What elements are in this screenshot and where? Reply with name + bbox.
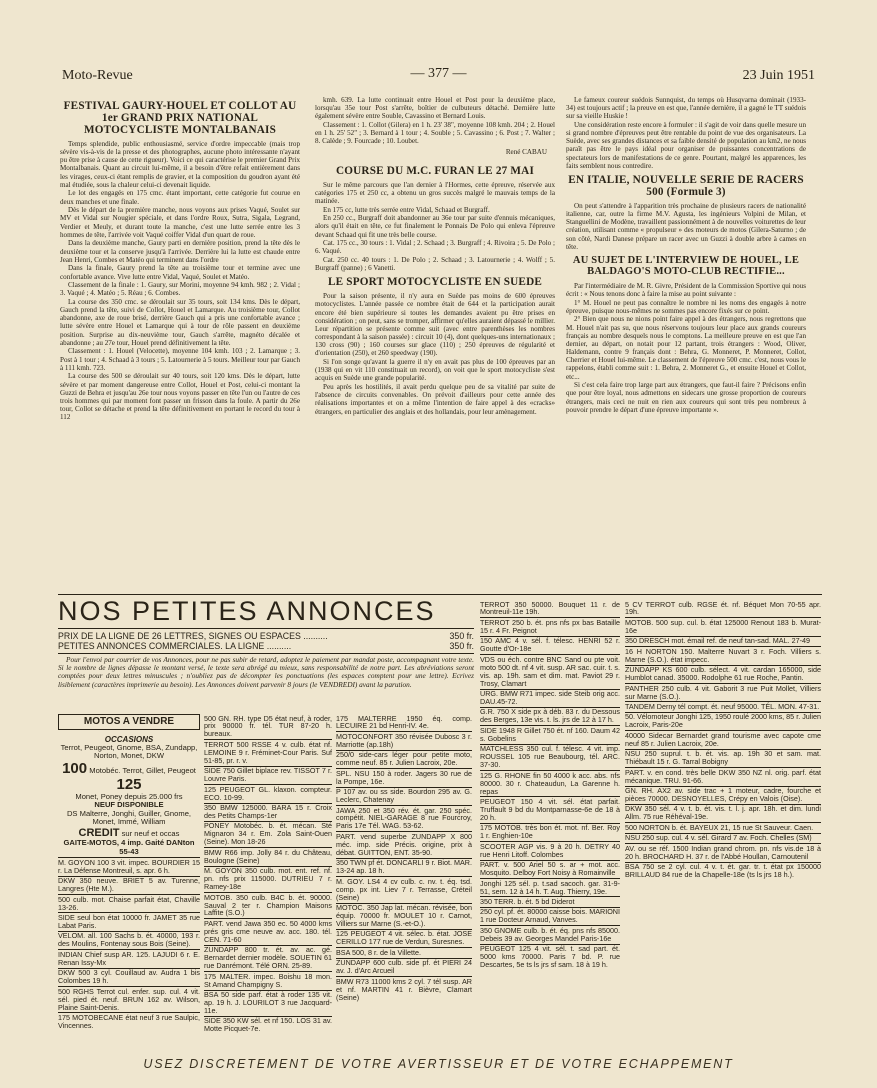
ad-entry: 350 TWN pf ét. DONCARLI 9 r. Biot. MAR. 13-24 ap. 18 h.	[336, 858, 472, 876]
ad-entry: 125 PEUGEOT GL. klaxon. compteur. ECO. 10-99.	[204, 784, 332, 802]
paragraph: La course des 500 se déroulait sur 40 tours, soit 120 kms. Dès le départ, lutte sévère et par moment dangereuse entre Collot, Houel et Post, celui-ci montant la Guzzi de Behra et jusqu'au 26e tour nous voyons passer en tête l'un ou l'autre de ces trois hommes qui par moment font passer un frisson dans la foule. A partir du 26e tour, Collot se détache et prend la tête définitivement en portant le record du tour à 112	[60, 372, 300, 422]
price-row	[58, 631, 474, 641]
headline-suede: LE SPORT MOTOCYCLISTE EN SUEDE	[327, 276, 543, 289]
ad-entry: PEUGEOT 125 4 vit. sél. t. sad part. ét. 5000 kms 70000. Paris 7 bd. P. rue Descartes, 5e ts ls jrs sf sam. 18 à 19 h.	[480, 944, 620, 970]
section-title-motos: MOTOS A VENDRE	[58, 714, 200, 730]
ad-entry: DKW 500 3 cyl. Couillaud av. Audra 1 bis Colombes 19 h.	[58, 968, 200, 986]
classifieds-column-c	[336, 714, 472, 1003]
ad-entry: DKW 350 sél. 4 v. t. b. ét. vis. t. l. j. apr. 18h. et dim. lundi Allm. 75 rue Réhéval-19e.	[625, 804, 821, 822]
price-row	[58, 641, 474, 651]
ad-entry: INDIAN Chief susp AR. 125. LAJUDI 6 r. E. Renan Issy-Mx	[58, 949, 200, 967]
issue-date: 23 Juin 1951	[742, 68, 815, 83]
paragraph: Si l'on songe qu'avant la guerre il n'y en avait pas plus de 100 épreuves par an (1938 qui en vit 110 constituait un record), on voit que le sport motocycliste s'est acquis en Suède une grande popularité.	[315, 358, 555, 383]
ad-entry: SIDE 1948 R Gillet 750 ét. nf 160. Daum 42 s. Gobelins	[480, 725, 620, 743]
article-column-1	[60, 96, 300, 422]
paragraph: Le fameux coureur suédois Sunnquist, du temps où Husqvarna dominait (1933-34) est toujours actif ; la preuve en est que, l'année dernière, il a gagné le TT suédois sur sa vieille Huskie !	[566, 96, 806, 121]
ad-entry: 500 culb. mot. Chaise parfait état, Chaville 13-26.	[58, 894, 200, 912]
classifieds-intro: Pour l'envoi par courrier de vos Annonces, pour ne pas subir de retard, adoptez le paiement par mandat poste, accompagnant votre texte. Si le nombre de lignes dépasse le montant versé, le texte sera abrégé au mieux, sans responsabilité de notre part. Les abréviations seront comptées pour deux lettres minuscules ; n'oubliez pas de décompter les ponctuations (les espaces comptent pour une lettre). Ecrivez lisiblement (caractères imprimerie au besoin). Les Annonces doivent parvenir 8 jours (le VENDREDI) avant la parution.	[58, 655, 474, 689]
ad-entry: SPL. NSU 150 à roder. Jagers 30 rue de la Pompe, 16e.	[336, 768, 472, 786]
ad-entry: DKW 350 neuve. BRIET 5 av. Turenne, Langres (Hte M.).	[58, 876, 200, 894]
paragraph: Sur le même parcours que l'an dernier à l'Hormes, cette épreuve, réservée aux catégories 175 et 250 cc, a obtenu un gros succès malgré le mauvais temps de la matinée.	[315, 180, 555, 205]
occasions-125: 125	[116, 775, 142, 793]
paragraph: En 250 cc., Burgraff doit abandonner au 36e tour par suite d'ennuis mécaniques, alors qu'il était en tête, ce fut finalement le Ponnais De Polo qui enleva l'épreuve devant Schaad qui fit une très belle course.	[315, 214, 555, 239]
ad-entry: BSA 500, 8 r. de la Villette.	[336, 948, 472, 958]
ad-entry: PEUGEOT 150 4 vit. sél. état parfait. Truffault 9 bd du Montparnasse-6e de 18 à 20 h.	[480, 796, 620, 822]
headline-italie: EN ITALIE, NOUVELLE SERIE DE RACERS 500 (Formule 3)	[568, 173, 804, 198]
paragraph: Si c'est cela faire trop large part aux étrangers, que faut-il faire ? Précisons enfin que pour être loyal, nous admettons en sidecars une grosse proportion de coureurs étrangers, mais ceci ne nuit en rien aux coureurs qui sont très peu nombreux à pouvoir prendre le départ d'une épreuve importante ».	[566, 381, 806, 414]
ad-entry: PART. vend Jawa 350 ec. 50 4000 kms prés gris cme neuve av. acc. 180. tél. CEN. 71-60	[204, 918, 332, 944]
ad-entry: MOTOC. 350 Jap lat. mécan. révisée, bon équip. 70000 fr. MOULET 10 r. Carnot, Villiers sur Marne (S.-et-O.).	[336, 903, 472, 928]
ad-entry: 500 NORTON b. ét. BAYEUX 21, 15 rue St Sauveur. Caen.	[625, 823, 821, 833]
magazine-title: Moto-Revue	[62, 68, 133, 83]
paragraph: Le lot des engagés en 175 cmc. étant important, cette catégorie fut courue en deux manches et une finale.	[60, 189, 300, 206]
ad-entry: 350 BMW 125000. BARA 15 r. Croix des Petits Champs-1er	[204, 803, 332, 820]
paragraph: On peut s'attendre à l'apparition très prochaine de plusieurs racers de nationalité italienne, car, outre la firme M.V. Agusta, les ingénieurs Volpini de Milan, et Stanguellini de Modène, travaillent passionnément à de nouvelles voiturettes de leur création, utilisant comme « propulseur » des moteurs de motos (Gilera-Saturno ; de son côté, Nardi Danese prépare un racer avec un Guzzi à double arbre à cames en tête.	[566, 201, 806, 251]
paragraph: Une considération reste encore à formuler : il s'agit de voir dans quelle mesure un si grand nombre d'épreuves peut être rentable du point de vue des organisateurs. La Suède, avec ses grandes distances et sa faible densité de population au km2, ne nous paraît pas être le pays idéal pour organiser de puissantes concentrations de spectateurs lors de manifestations de ce genre. Pourtant, malgré les apparences, les faits semblent nous contredire.	[566, 120, 806, 170]
paragraph: Cat. 175 cc., 30 tours : 1. Vidal ; 2. Schaad ; 3. Burgraff ; 4. Rivoira ; 5. De Polo ; 6. Vaqué.	[315, 239, 555, 256]
ad-entry: 350 TERR. b. ét. 5 bd Diderot	[480, 897, 620, 907]
ad-entry: AV. ou se réf. 1500 Indian grand chrom. pn. nfs vis.de 18 à 20 h. BROCHARD H. 37 r. de l'Abbé Houllan, Carnoutenil	[625, 843, 821, 861]
classifieds-column-e	[625, 600, 821, 880]
classifieds-column-d	[480, 600, 620, 970]
paragraph: Par l'intermédiaire de M. R. Givre, Président de la Commission Sportive qui nous écrit : « Nous tenons donc à faire la mise au point suivante :	[566, 281, 806, 298]
author-signature: René CABAU	[505, 148, 547, 157]
occasions-block	[58, 734, 200, 858]
occasions-125-txt: Monet, Poney depuis 25.000 frs	[75, 791, 183, 801]
ad-entry: P 107 av. ou ss side. Bourdon 295 av. G. Leclerc, Chatenay	[336, 787, 472, 805]
ad-entry: G.R. 750 X side px à déb. 83 r. du Dessous des Berges, 13e vis. t. ls. jrs de 12 à 17 h.	[480, 707, 620, 725]
paragraph: Classement : 1. Houel (Velocette), moyenne 104 kmh. 103 ; 2. Lamarque ; 3. Post à 1 tour ; 4. Schaad à 3 tours ; 5. Latournerie à 5 tours. Meilleur tour par Gauch à 111 kmh. 723.	[60, 347, 300, 372]
divider	[58, 594, 822, 595]
ad-entry: 250/0 side-cars léger pour petite moto, comme neuf. 85 r. Julien Lacroix, 20e.	[336, 750, 472, 768]
ad-entry: VELOM. all. 100 Sachs b. ét. 40000, 193 r. des Moulins, Fontenay sous Bois (Seine).	[58, 931, 200, 949]
paragraph: kmh. 639. La lutte continuait entre Houel et Post pour la deuxième place, lorsqu'au 35e tour Post s'arrête, boîtier de culbuteurs détaché. Dernière lutte également sévère entre Souble, Cavassino et Bernard Louis.	[315, 96, 555, 121]
headline-gaury: FESTIVAL GAURY-HOUEL ET COLLOT AU 1er GRAND PRIX NATIONAL MOTOCYCLISTE MONTALBANAIS	[63, 100, 297, 136]
ad-entry: M. GOYON 350 culb. mot. ent. ref. nf. pn. nfs prix 115000. DUTRIEU 7 r. Ramey-18e	[204, 866, 332, 892]
occasions-heading: OCCASIONS	[104, 734, 154, 744]
occasions-100: 100	[62, 759, 88, 777]
occasions-brands: Terrot, Peugeot, Gnome, BSA, Zundapp, Norton, Monet, DKW	[60, 742, 198, 761]
ad-entry: TANDEM Derny tél compt. ét. neuf 95000. TÉL. MON. 47-31.	[625, 701, 820, 711]
paragraph: 1° M. Houel ne peut pas connaître le nombre ni les noms des engagés à notre épreuve, puisque nous-mêmes ne sommes pas encore fixés sur ce point.	[566, 298, 806, 315]
ad-entry: TERROT 250 b. ét. pns nfs px bas Bataille 15 r. 4 Fr. Peignot	[480, 617, 620, 635]
ad-entry: 40000 Sidecar Bernardet grand tourisme avec capote cme neuf 85 r. Julien Lacroix, 20e.	[625, 730, 821, 748]
paragraph: Dans la finale, Gaury prend la tête au troisième tour et termine avec une confortable avance. Vive lutte entre Vidal, Vaqué, Soulet et Matéo.	[60, 264, 300, 281]
ad-entry: TERROT 500 RSSE 4 v. culb. état nf. LEMOINE 9 r. Fréminet-Cour Paris. Suf 51-85, pr. r. v.	[204, 739, 332, 765]
classifieds-title: NOS PETITES ANNONCES	[58, 596, 436, 626]
ad-entry: ZUNDAPP 800 tr. ét. av. ac. gé. Bernardet dernier modèle. SOUETIN 61 rue Danrémont. Télé ORN. 25-89.	[204, 945, 332, 971]
ad-entry: URG. BMW R71 impec. side Steib orig acc. DAU.45-72.	[480, 689, 620, 706]
ad-entry: BSA 750 se 2 cyl. cul. 4 v. t. ét. gar. tr. t. état px 150000 BRILLAUD 84 rue de la Chapelle-18e (ts ls jrs 18 h.).	[625, 862, 821, 880]
ad-entry: 250 cyl. pf. ét. 80000 caisse bois. MARIONI 1 rue Docteur Arnaud, Vanves.	[480, 907, 620, 925]
price-box	[58, 628, 474, 654]
ad-entry: SIDE 750 Gillet biplace rev. TISSOT 7 r. Louvre Paris.	[204, 766, 332, 784]
headline-furan: COURSE DU M.C. FURAN LE 27 MAI	[335, 164, 535, 177]
credit-word: CREDIT	[78, 827, 120, 840]
ad-entry: 175 MALTER. impec. Boishu 18 mon. St Amand Champigny S.	[204, 971, 332, 989]
ad-entry: BMW R73 11000 kms 2 cyl. 7 tél susp. AR et nf. MARTIN 41 r. Bièvre, Clamart (Seine)	[336, 976, 472, 1002]
classifieds-column-a	[58, 714, 200, 1031]
ad-entry: PART. v. en cond. très belle DKW 350 NZ nl. orig. parf. état mécanique. TRU. 91-66.	[625, 767, 821, 785]
page-footer-slogan: USEZ DISCRETEMENT DE VOTRE AVERTISSEUR ET DE VOTRE ECHAPPEMENT	[143, 1057, 734, 1071]
ad-entry: MATCHLESS 350 cul. f. télesc. 4 vit. imp. ROUSSEL 105 rue Beaubourg, tél. ARC. 37-30.	[480, 744, 620, 770]
ad-entry: BMW R66 imp. Jolly 84 r. du Château, Boulogne (Seine)	[204, 847, 332, 865]
ad-entry: M. GOYON 100 3 vit. impec. BOURDIER 15 r. La Défense Montreuil, s. apr. 6 h.	[58, 857, 200, 875]
ad-entry: M. GOY. LS4 4 cv culb. c. nv. t. éq. tsd. comp. px int. Liev 7 r. Terrasse, Créteil (Seine)	[336, 876, 472, 902]
ad-entry: PANTHER 250 culb. 4 vit. Gaborit 3 rue Puit Mollet, Villiers sur Marne (S.O.).	[625, 683, 821, 701]
credit-txt: sur neuf et occas	[121, 829, 180, 839]
ad-entry: VDS ou éch. contre BNC Sand ou pte voit. moto 500 dt. nf 4 vit. susp. AR sac. cuir. t. s. vis. ap. 19h. sam et dim. mat. Paviot 29 r. Trosy, Clamart	[480, 654, 620, 688]
ad-entry: MOTOB. 500 sup. cul. b. état 125000 Renout 183 b. Murat-16e	[625, 617, 821, 635]
paragraph: 2° Bien que nous ne nions point faire appel à des étrangers, nous regrettons que M. Houel n'ait pas su, que nous réservons toujours leur place aux grands coureurs français au nombre desquels nous le comptons. La meilleure preuve en est que l'an dernier, au départ, on notait pour 12 partant, trois étrangers : Wood, Oliver, Haldemann, contre 9 français dont : Behra, G. Monneret, P. Monneret, Collot, Cherrier et Houel lui-même. Le classement de l'épreuve 500 cmc. c'est, nous vous le rappelons, établi comme suit : 1. Behra, 2. Monneret G., et ensuite Houel et Collot, etc...	[566, 315, 806, 381]
ad-entry: MOTOCONFORT 350 révisée Dubosc 3 r. Marriotte (ap.18h)	[336, 731, 472, 749]
page-header	[62, 64, 815, 86]
ad-entry: 500 RGHS Terrot cul. enfer. sup. cul. 4 vit. sél. pied ét. neuf. BRUN 162 av. Wilson, Plaine Saint-Denis.	[58, 986, 200, 1012]
article-column-3	[566, 96, 806, 414]
paragraph: Dès le départ de la première manche, nous voyons aux prises Vaqué, Soulet sur MV et Vidal sur Nougier spéciale, et dans l'ordre Roux, Sutra, Sigala, Legrand, Verdier et Meuly, et durant toute la manche, c'est une lutte serrée entre les 3 hommes de tête, l'arrivée voit Vaqué coiffer Vidal d'un quart de roue.	[60, 206, 300, 239]
headline-interview: AU SUJET DE L'INTERVIEW DE HOUEL, LE BALDAGO'S MOTO-CLUB RECTIFIE...	[572, 254, 800, 278]
ad-entry: PONEY Motobéc. b. ét. mécan. Sté Mignaron 34 r. Em. Zola Saint-Ouen (Seine). Mon 18-26	[204, 821, 332, 847]
ad-entry: SIDE 350 KW sél. et nf 150. LOS 31 av. Motte Picquet-7e.	[204, 1016, 332, 1034]
paragraph: En 175 cc, lutte très serrée entre Vidal, Schaad et Burgraff.	[323, 205, 490, 214]
ad-entry: GN. RH. AX2 av. side trac + 1 moteur, cadre, fourche et pièces 70000. DESNOYELLES, Crépy en Valois (Oise).	[625, 786, 821, 804]
ad-entry: TERROT 350 50000. Bouquet 11 r. de Montreuil-11e 19h.	[480, 599, 620, 617]
ad-entry: ZUNDAPP 600 culb. side pf. ét PIERI 24 av. J. d'Arc Arcueil	[336, 958, 472, 976]
ad-entry: NSU 250 suprul. t. b. ét. vis. ap. 19h 30 et sam. mat. Thiébault 15 r. G. Tarral Bobigny	[625, 749, 821, 767]
ad-entry: NSU 250 sup. cul. 4 v. sél. Girard 7 av. Foch. Chelles (SM)	[625, 834, 821, 844]
ad-entry: BSA 50 side parf. état à roder 135 vit. ap. 19 h. J. LOURILOT 3 rue Jacquard-11e.	[204, 990, 332, 1015]
ad-entry: 175 MOTOB. très bon ét. mot. nf. Ber. Roy 1 r. Enghien-10e	[480, 823, 620, 841]
ad-entry: 150 AMC 4 v. sél. f. télesc. HENRI 52 r. Goutte d'Or-18e	[480, 636, 620, 654]
occasions-100-txt: Motobéc. Terrot, Gillet, Peugeot	[89, 765, 196, 775]
ad-entry: SCOOTER AGP vis. 9 à 20 h. DETRY 40 rue Henri Litoff. Colombes	[480, 841, 620, 859]
ad-entry: 50. Vélomoteur Jonghi 125, 1950 roulé 2000 kms, 85 r. Julien Lacroix, Paris-20e	[625, 712, 821, 730]
ad-entry: 350 GNOME culb. b. ét. éq. pns nfs 85000. Debeis 39 av. Georges Mandel Paris-16e	[480, 925, 620, 943]
paragraph: Cat. 250 cc. 40 tours : 1. De Polo ; 2. Schaad ; 3. Latournerie ; 4. Wolff ; 5. Burgraff (panne) ; 6 Vanetti.	[315, 256, 555, 273]
ad-entry: 500 GN. RH. type D5 état neuf, à roder, prix 90000 fr. tél. TUR 87-20 h. bureaux.	[204, 713, 332, 739]
ad-entry: 16 H NORTON 150. Malterre Nuvart 3 r. Foch. Villiers s. Marne (S.O.). état impecc.	[625, 646, 821, 664]
ad-entry: ZUNDAPP KS 600 culb. sélect. 4 vit. cardan 165000, side Humblot canad. 35000. Rodolphe 61 rue Roche, Pantin.	[625, 665, 821, 683]
ad-entry: PART. v. 500 Ariel 50 s. ar + mot. acc. Mosquito. Delboy Fort Noisy à Romainville	[480, 860, 620, 878]
classifieds-column-b	[204, 714, 332, 1034]
neuf-heading: NEUF DISPONIBLE	[94, 800, 164, 810]
paragraph: Classement de la finale : 1. Gaury, sur Morini, moyenne 94 kmh. 982 ; 2. Vidal ; 3. Vaqué ; 4. Matéo ; 5. Réau ; 6. Combes.	[60, 281, 300, 298]
ad-entry: JAWA 250 et 350 rév. ét. gar. 250 spéc. compétit. NIEL-GARAGE 8 rue Fourcroy, Paris 17e Tél. WAG. 53-62.	[336, 805, 472, 831]
paragraph: Peu après les hostilités, il avait perdu quelque peu de sa vitalité par suite de l'absence de circuits convenables. On prévoit d'ailleurs pour cette année des réalisations importantes et on a même l'intention de faire appel à des «cracks» étrangers, en particulier des anglais et des hollandais, pour leur amènagement.	[315, 383, 555, 416]
ad-entry: Jonghi 125 sél. p. t.sad sacoch. gar. 31-9-51, sem. 12 à 14 h. T. Aug. Thierry, 19e.	[480, 878, 620, 896]
ad-entry: MOTOB. 350 culb. B4C b. ét. 90000. Sauval 2 ter r. Champion Maisons Laffite (S.O.)	[204, 892, 332, 918]
ad-entry: 125 PEUGEOT 4 vit. sélec. b. état. JOSE CERILLO 177 rue de Verdun, Suresnes.	[336, 929, 472, 947]
ad-entry: 125 G. RHONE fin 50 4000 k acc. abs. nfs 80000. 30 r. Chateaudun, La Garenne h. repas	[480, 770, 620, 796]
price-value: 350 fr.	[449, 631, 474, 641]
ad-entry: 5 CV TERROT culb. RGSE ét. nf. Béquet Mon 70-55 apr. 19h.	[625, 599, 821, 617]
ad-entry: 175 MOTOBECANE état neuf 3 rue Saulpic, Vincennes.	[58, 1012, 200, 1030]
price-label: PETITES ANNONCES COMMERCIALES. LA LIGNE ..........	[58, 641, 292, 651]
paragraph: Pour la saison présente, il n'y aura en Suède pas moins de 600 épreuves motocyclistes. L'année passée ce nombre était de 644 et la participation aurait encore été bien supérieure si toutes les demandes avaient pu être prises en considération ; on peut, sans se tromper, affirmer qu'elles auraient dépassé le millier. Leur répartition se présente comme suit (avec entre parenthèses les nombres correspondant à la saison passée) : circuit 10 (4), dont quelques-uns internationaux ; 130 cross (90) ; 160 courses sur glace (110) ; 250 épreuves de régularité et d'orientation (250), et 260 speedway (190).	[315, 292, 555, 358]
paragraph: La course des 350 cmc. se déroulait sur 35 tours, soit 134 kms. Dès le départ, Gauch prend la tête, suivi de Collot, Houel et Lamarque. Au troisième tour, Collot abandonne, axe de roue brisé, derrière Gauch qui a pris une confortable avance ; lutte sévère entre Houel et Lamarque qui à tour de rôle passent en deuxième position. Surprise au dix-neuvième tour, Gauch s'arrête, magnéto décalée et abandonne ; au 27e tour, Houel prend définitivement la tête.	[60, 297, 300, 347]
ad-entry: SIDE seul bon état 10000 fr. JAMET 35 rue Labat Paris.	[58, 912, 200, 930]
ad-entry: 175 MALTERRE 1950 éq. comp. LECUIRE 21 bd Henri-IV. 4e.	[336, 713, 472, 731]
paragraph: Temps splendide, public enthousiasmé, service d'ordre impeccable (mais trop sévère vis-à-vis de la presse et des photographes, aucune photo intéressante n'ayant pu être prise à cause de cette rigueur). Voici ce qui caractérise le premier Grand Prix Montalbanais. Quant au circuit lui-même, il a besoin d'être refait entièrement dans les virages, ceux-ci étant remplis de gravier, et la composition du goudron ayant été mal étudiée, sous la chaleur celui-ci devenait liquide.	[60, 140, 300, 189]
article-column-2	[315, 96, 555, 416]
ad-entry: PART. vend superbe ZUNDAPP X 800 méc. imp. side Précis. origine, prix à débat. GUITTON, ENT. 35-90.	[336, 831, 472, 857]
price-label: PRIX DE LA LIGNE DE 26 LETTRES, SIGNES OU ESPACES ..........	[58, 631, 328, 641]
price-value: 350 fr.	[449, 641, 474, 651]
page-number: — 377 —	[410, 66, 467, 81]
paragraph: Classement : 1. Collot (Gilera) en 1 h. 23' 38", moyenne 108 kmh. 204 ; 2. Houel en 1 h. 25' 52" ; 3. Bernard à 1 tour ; 4. Souble ; 5. Cavassino ; 6. Post ; 7. Walter ; 8. Calède ; 9. Fourcade ; 10. Loubet.	[315, 120, 555, 146]
gaite-address: GAITE-MOTOS, 4 imp. Gaité DANton 55-43	[63, 838, 195, 856]
ad-entry: 350 DRESCH mot. émail ref. de neuf tan-sad. MAL. 27-49	[625, 637, 821, 647]
paragraph: Dans la deuxième manche, Gaury parti en dernière position, prend la tête dès le deuxième tour et la conserve jusqu'à l'arrivée. Derrière lui la lutte est chaude entre Jean Henri, Combes et Matéo qui terminent dans l'ordre	[60, 239, 300, 264]
neuf-brands: DS Malterre, Jonghi, Guiller, Gnome, Monet, Immé, William	[66, 808, 192, 827]
occasions-line	[58, 761, 200, 793]
